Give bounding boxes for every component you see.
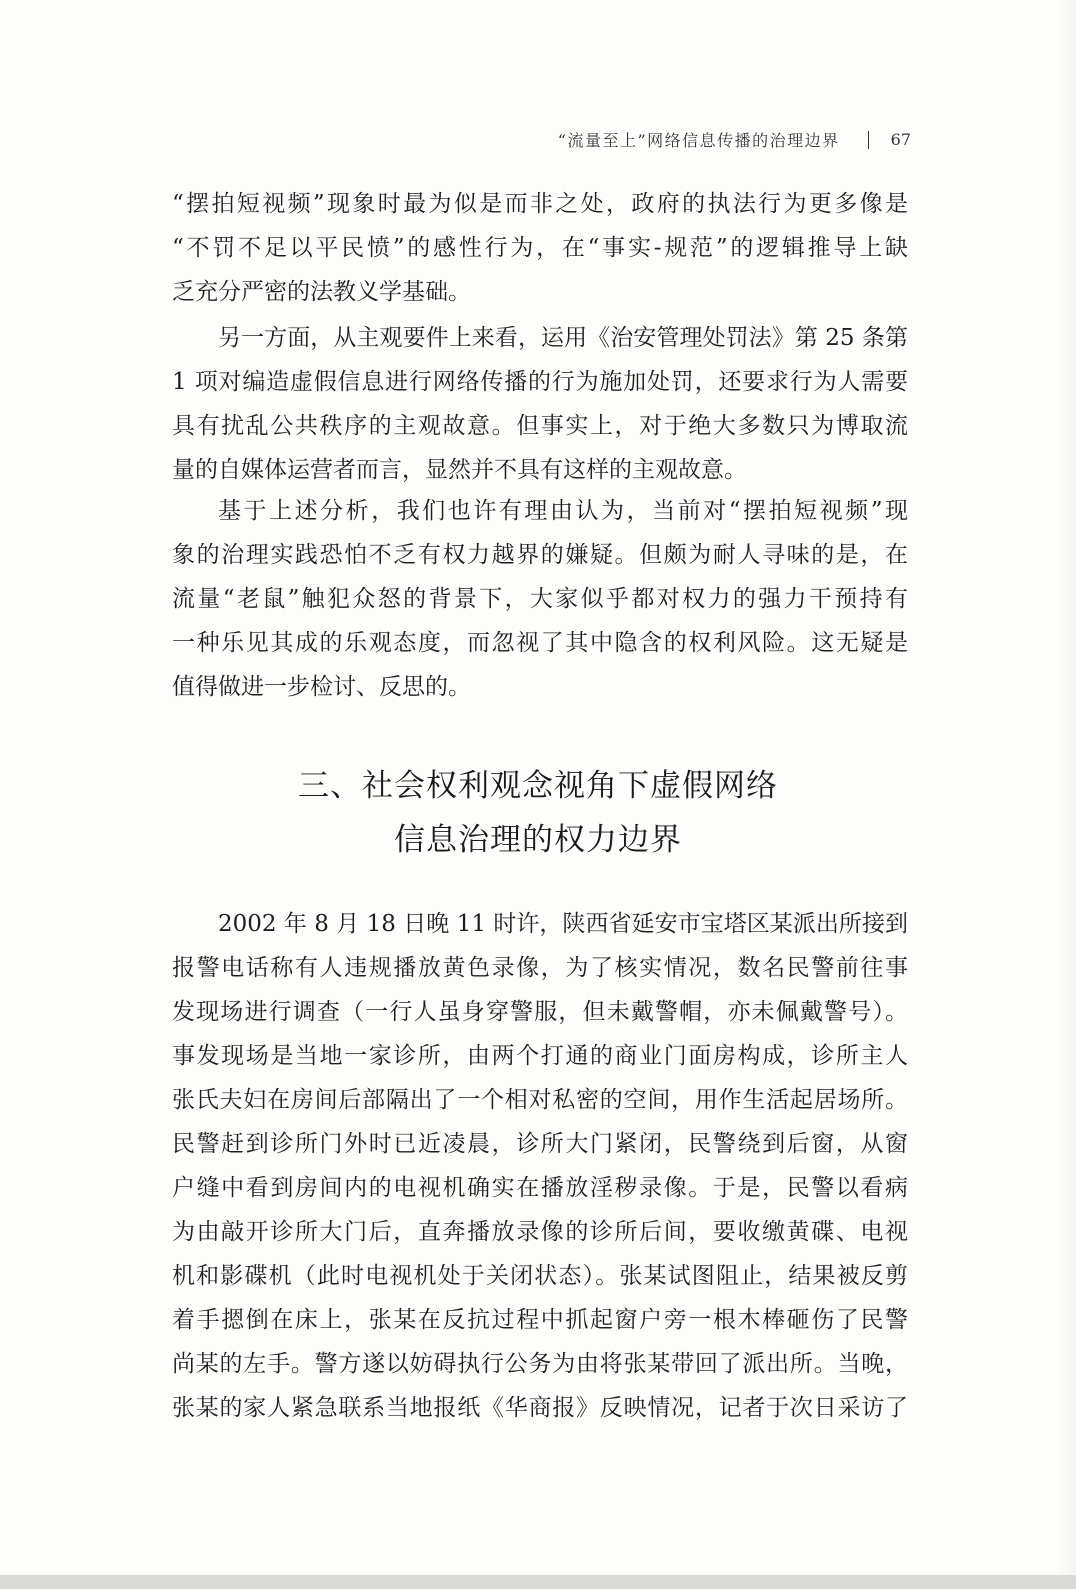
- section-heading-line-1: 三、社会权利观念视角下虚假网络: [298, 768, 778, 804]
- page-number: 67: [890, 130, 911, 149]
- text-line: 量的自媒体运营者而言，显然并不具有这样的主观故意。: [172, 457, 747, 483]
- running-head-title: “流量至上”网络信息传播的治理边界: [557, 131, 840, 150]
- page-bottom-edge: [0, 1575, 1076, 1589]
- text-line: 象的治理实践恐怕不乏有权力越界的嫌疑。但颇为耐人寻味的是，在: [172, 542, 908, 568]
- text-line: 张氏夫妇在房间后部隔出了一个相对私密的空间，用作生活起居场所。: [172, 1087, 908, 1113]
- text-line: 事发现场是当地一家诊所，由两个打通的商业门面房构成，诊所主人: [172, 1043, 908, 1069]
- text-line: 发现场进行调查（一行人虽身穿警服，但未戴警帽，亦未佩戴警号）。: [172, 999, 908, 1025]
- text-line: 另一方面，从主观要件上来看，运用《治安管理处罚法》第 25 条第: [218, 325, 908, 351]
- text-line: 一种乐见其成的乐观态度，而忽视了其中隐含的权利风险。这无疑是: [172, 630, 908, 656]
- text-line: 为由敲开诊所大门后，直奔播放录像的诊所后间，要收缴黄碟、电视: [172, 1219, 908, 1245]
- text-line: 值得做进一步检讨、反思的。: [172, 674, 471, 700]
- text-line: 户缝中看到房间内的电视机确实在播放淫秽录像。于是，民警以看病: [172, 1175, 908, 1201]
- text-line: “摆拍短视频”现象时最为似是而非之处，政府的执法行为更多像是: [172, 191, 908, 217]
- section-heading-line-2: 信息治理的权力边界: [394, 822, 682, 858]
- text-line: 1 项对编造虚假信息进行网络传播的行为施加处罚，还要求行为人需要: [172, 369, 908, 395]
- paragraph-3: [172, 489, 908, 709]
- section-paragraph: [172, 902, 908, 1430]
- text-line: 流量“老鼠”触犯众怒的背景下，大家似乎都对权力的强力干预持有: [172, 586, 908, 612]
- text-line: “不罚不足以平民愤”的感性行为，在“事实-规范”的逻辑推导上缺: [172, 235, 908, 261]
- text-line: 具有扰乱公共秩序的主观故意。但事实上，对于绝大多数只为博取流: [172, 413, 908, 439]
- running-head: [558, 128, 911, 151]
- text-line: 基于上述分析，我们也许有理由认为，当前对“摆拍短视频”现: [218, 498, 908, 524]
- text-line: 报警电话称有人违规播放黄色录像，为了核实情况，数名民警前往事: [172, 955, 908, 981]
- text-line: 乏充分严密的法教义学基础。: [172, 279, 471, 305]
- text-line: 机和影碟机（此时电视机处于关闭状态）。张某试图阻止，结果被反剪: [172, 1263, 908, 1289]
- paragraph-1: [172, 182, 908, 314]
- text-line: 着手摁倒在床上，张某在反抗过程中抓起窗户旁一根木棒砸伤了民警: [172, 1307, 908, 1333]
- paragraph-2: [172, 316, 908, 492]
- running-head-separator: [868, 131, 869, 149]
- text-line: 张某的家人紧急联系当地报纸《华商报》反映情况，记者于次日采访了: [172, 1395, 908, 1421]
- text-line: 民警赶到诊所门外时已近凌晨，诊所大门紧闭，民警绕到后窗，从窗: [172, 1131, 908, 1157]
- text-line: 尚某的左手。警方遂以妨碍执行公务为由将张某带回了派出所。当晚，: [172, 1351, 908, 1377]
- text-line: 2002 年 8 月 18 日晚 11 时许，陕西省延安市宝塔区某派出所接到: [218, 911, 908, 937]
